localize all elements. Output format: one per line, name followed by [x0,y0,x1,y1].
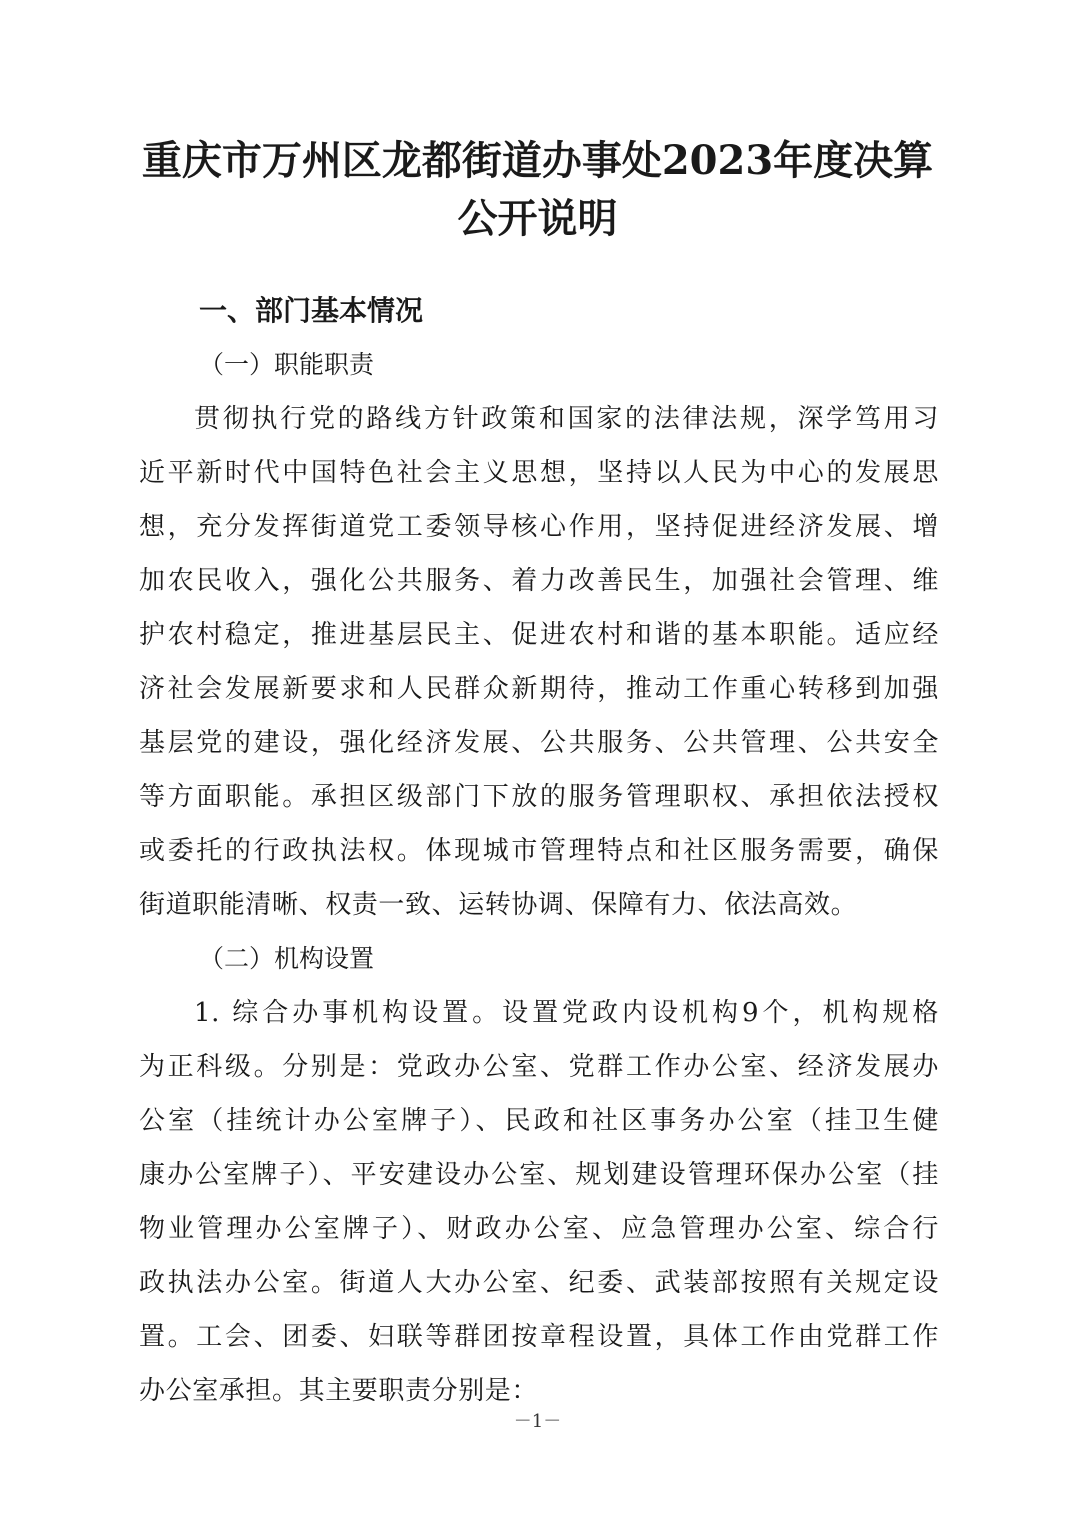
duties-line: 基层党的建设，强化经济发展、公共服务、公共管理、公共安全 [139,728,939,758]
subsection-heading-duties: （一）职能职责 [199,350,375,379]
organization-line: 康办公室牌子）、平安建设办公室、规划建设管理环保办公室（挂 [139,1160,939,1190]
organization-line: 物业管理办公室牌子）、财政办公室、应急管理办公室、综合行 [139,1214,939,1244]
organization-line: 1. 综合办事机构设置。设置党政内设机构9个，机构规格 [194,998,939,1028]
document-body [139,284,939,1418]
page-number: －1－ [513,1411,562,1432]
duties-line: 想，充分发挥街道党工委领导核心作用，坚持促进经济发展、增 [139,512,939,542]
section-heading-basic-info: 一、部门基本情况 [199,294,424,327]
organization-line: 为正科级。分别是：党政办公室、党群工作办公室、经济发展办 [139,1052,939,1082]
duties-line: 街道职能清晰、权责一致、运转协调、保障有力、依法高效。 [139,890,858,920]
duties-paragraph [139,392,939,932]
duties-line: 加农民收入，强化公共服务、着力改善民生，加强社会管理、维 [139,566,939,596]
duties-line: 等方面职能。承担区级部门下放的服务管理职权、承担依法授权 [139,782,939,812]
duties-line: 济社会发展新要求和人民群众新期待，推动工作重心转移到加强 [139,674,939,704]
organization-line: 置。工会、团委、妇联等群团按章程设置，具体工作由党群工作 [139,1322,939,1352]
document-title [120,132,955,248]
duties-line: 贯彻执行党的路线方针政策和国家的法律法规，深学笃用习 [194,404,939,434]
title-line-1: 重庆市万州区龙都街道办事处2023年度决算 [141,137,934,184]
duties-line: 近平新时代中国特色社会主义思想，坚持以人民为中心的发展思 [139,458,939,488]
duties-line: 护农村稳定，推进基层民主、促进农村和谐的基本职能。适应经 [139,620,939,650]
title-line-2: 公开说明 [457,195,618,242]
duties-line: 或委托的行政执法权。体现城市管理特点和社区服务需要，确保 [139,836,939,866]
subsection-heading-organization: （二）机构设置 [199,944,375,973]
organization-paragraph [139,986,939,1418]
organization-line: 政执法办公室。街道人大办公室、纪委、武装部按照有关规定设 [139,1268,939,1298]
organization-line: 办公室承担。其主要职责分别是： [139,1376,539,1406]
organization-line: 公室（挂统计办公室牌子）、民政和社区事务办公室（挂卫生健 [139,1106,939,1136]
